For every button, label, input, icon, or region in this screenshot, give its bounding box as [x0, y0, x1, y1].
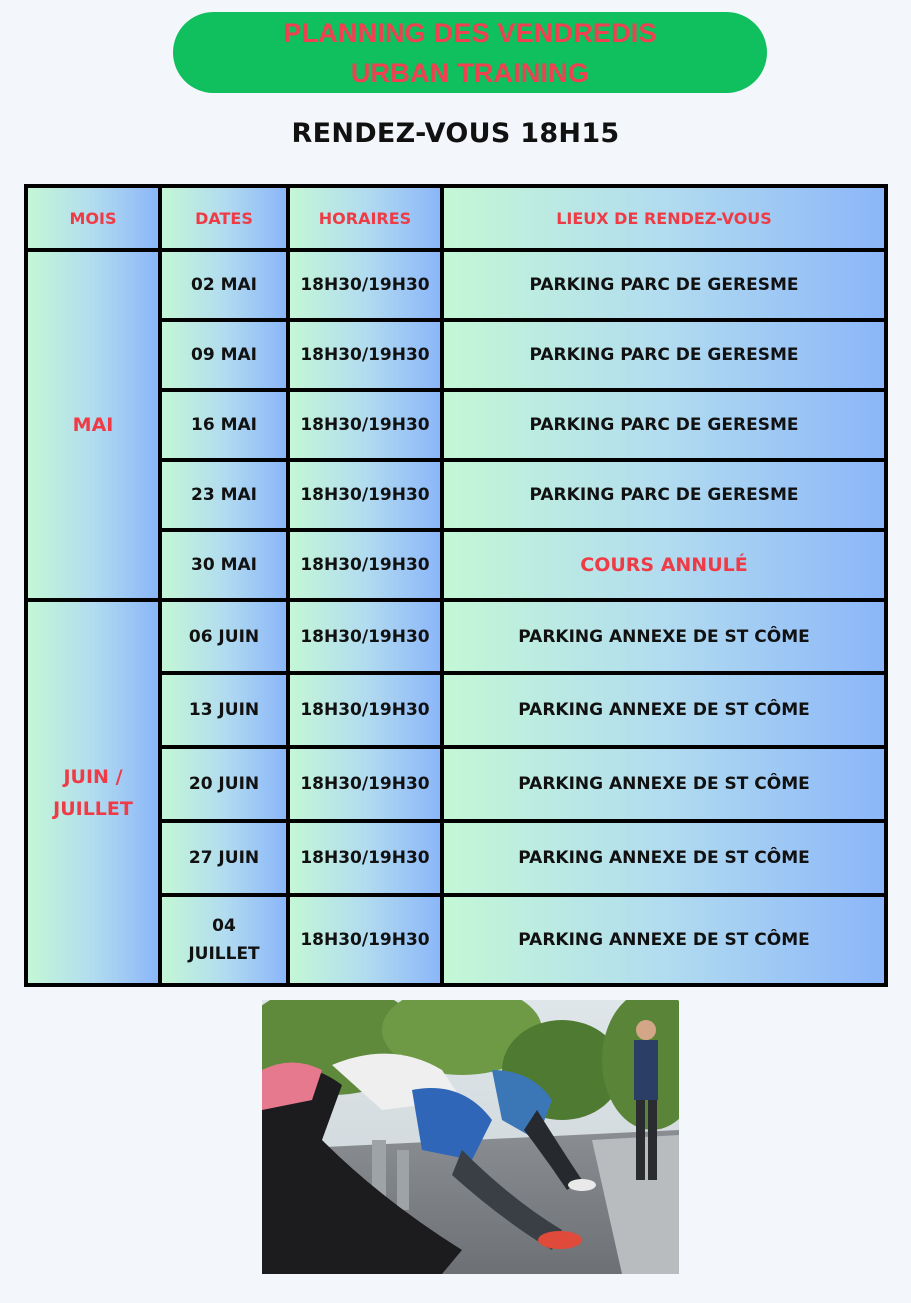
time-cell: 18H30/19H30	[288, 460, 442, 530]
cancelled-class-cell: COURS ANNULÉ	[442, 530, 886, 600]
date-cell: 09 MAI	[160, 320, 288, 390]
title-banner	[173, 12, 767, 93]
date-line2: JUILLET	[188, 943, 260, 964]
time-cell: 18H30/19H30	[288, 250, 442, 320]
place-cell: PARKING ANNEXE DE ST CÔME	[442, 747, 886, 821]
place-cell: PARKING ANNEXE DE ST CÔME	[442, 821, 886, 895]
banner-title-line2: URBAN TRAINING	[350, 58, 590, 88]
header-month: MOIS	[26, 186, 160, 250]
date-cell: 20 JUIN	[160, 747, 288, 821]
table-row	[26, 250, 886, 320]
table-row	[26, 600, 886, 672]
schedule-table	[24, 184, 888, 987]
time-cell: 18H30/19H30	[288, 600, 442, 672]
time-cell: 18H30/19H30	[288, 530, 442, 600]
outdoor-training-photo-illustration	[262, 1000, 679, 1274]
date-cell: 16 MAI	[160, 390, 288, 460]
place-cell: PARKING ANNEXE DE ST CÔME	[442, 895, 886, 985]
header-dates: DATES	[160, 186, 288, 250]
header-places: LIEUX DE RENDEZ-VOUS	[442, 186, 886, 250]
date-cell	[160, 895, 288, 985]
date-line1: 04	[212, 915, 236, 936]
time-cell: 18H30/19H30	[288, 390, 442, 460]
table-header-row	[26, 186, 886, 250]
month-cell-mai: MAI	[26, 250, 160, 600]
date-cell: 02 MAI	[160, 250, 288, 320]
time-cell: 18H30/19H30	[288, 320, 442, 390]
month-cell-juin-juillet	[26, 600, 160, 985]
place-cell: PARKING PARC DE GERESME	[442, 390, 886, 460]
banner-title-line1: PLANNING DES VENDREDIS	[283, 18, 657, 48]
month-label-line2: JUILLET	[53, 797, 133, 820]
date-cell: 30 MAI	[160, 530, 288, 600]
place-cell: PARKING PARC DE GERESME	[442, 320, 886, 390]
time-cell: 18H30/19H30	[288, 747, 442, 821]
training-photo	[262, 1000, 679, 1274]
header-times: HORAIRES	[288, 186, 442, 250]
time-cell: 18H30/19H30	[288, 895, 442, 985]
time-cell: 18H30/19H30	[288, 673, 442, 747]
date-cell: 23 MAI	[160, 460, 288, 530]
place-cell: PARKING ANNEXE DE ST CÔME	[442, 600, 886, 672]
date-cell: 06 JUIN	[160, 600, 288, 672]
meeting-time-subtitle: RENDEZ-VOUS 18H15	[291, 118, 620, 149]
place-cell: PARKING PARC DE GERESME	[442, 250, 886, 320]
date-cell: 27 JUIN	[160, 821, 288, 895]
date-cell: 13 JUIN	[160, 673, 288, 747]
time-cell: 18H30/19H30	[288, 821, 442, 895]
month-label-line1: JUIN /	[63, 765, 123, 788]
place-cell: PARKING PARC DE GERESME	[442, 460, 886, 530]
place-cell: PARKING ANNEXE DE ST CÔME	[442, 673, 886, 747]
